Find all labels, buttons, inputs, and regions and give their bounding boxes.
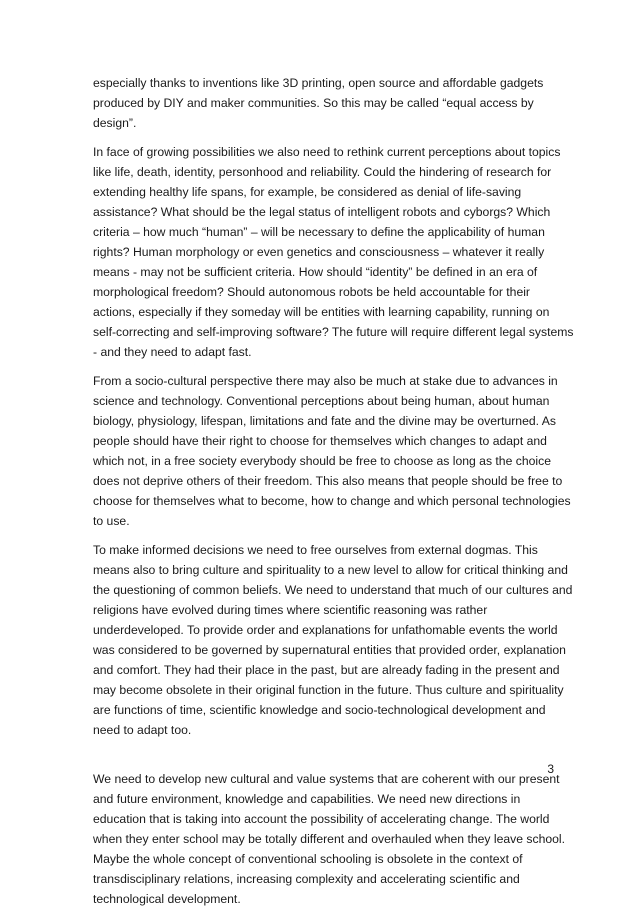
paragraph-3: From a socio-cultural perspective there may also be much at stake due to advances in science and technology. Conventional perceptions about being human, about human biology, physiology, lifespan, limitations and fate and the divine may be overturned. As people should have their right to choose for themselves which changes to adapt and which not, in a free society everybody should be free to choose as long as the choice does not deprive others of their freedom. This also means that people should be free to choose for themselves what to become, how to change and which personal technologies to use. bbox=[93, 374, 571, 528]
page-number: 3 bbox=[547, 762, 554, 776]
document-body bbox=[93, 73, 575, 918]
paragraph-5: We need to develop new cultural and value systems that are coherent with our present and future environment, knowledge and capabilities. We need new directions in education that is taking into account the possibility of accelerating change. The world when they enter school may be totally different and overhauled when they leave school. Maybe the whole concept of conventional schooling is obsolete in the context of transdisciplinary relations, increasing complexity and accelerating scientific and technological development. bbox=[93, 772, 565, 906]
paragraph-4: To make informed decisions we need to free ourselves from external dogmas. This means also to bring culture and spirituality to a new level to allow for critical thinking and the questioning of common beliefs. We need to understand that much of our cultures and religions have evolved during times where scientific reasoning was rather underdeveloped. To provide order and explanations for unfathomable events the world was considered to be governed by supernatural entities that provided order, explanation and comfort. They had their place in the past, but are already fading in the present and may become obsolete in their original function in the future. Thus culture and spirituality are functions of time, scientific knowledge and socio-technological development and need to adapt too. bbox=[93, 543, 573, 737]
paragraph-2: In face of growing possibilities we also need to rethink current perceptions about topics like life, death, identity, personhood and reliability. Could the hindering of research for extending healthy life spans, for example, be considered as denial of life-saving assistance? What should be the legal status of intelligent robots and cyborgs? Which criteria – how much “human” – will be necessary to define the applicability of human rights? Human morphology or even genetics and consciousness – whatever it really means - may not be sufficient criteria. How should “identity” be defined in an era of morphological freedom? Should autonomous robots be held accountable for their actions, especially if they someday will be entities with learning capability, running on self-correcting and self-improving software? The future will require different legal systems - and they need to adapt fast. bbox=[93, 145, 574, 359]
paragraph-1: especially thanks to inventions like 3D printing, open source and affordable gadgets produced by DIY and maker communities. So this may be called “equal access by design”. bbox=[93, 76, 544, 130]
